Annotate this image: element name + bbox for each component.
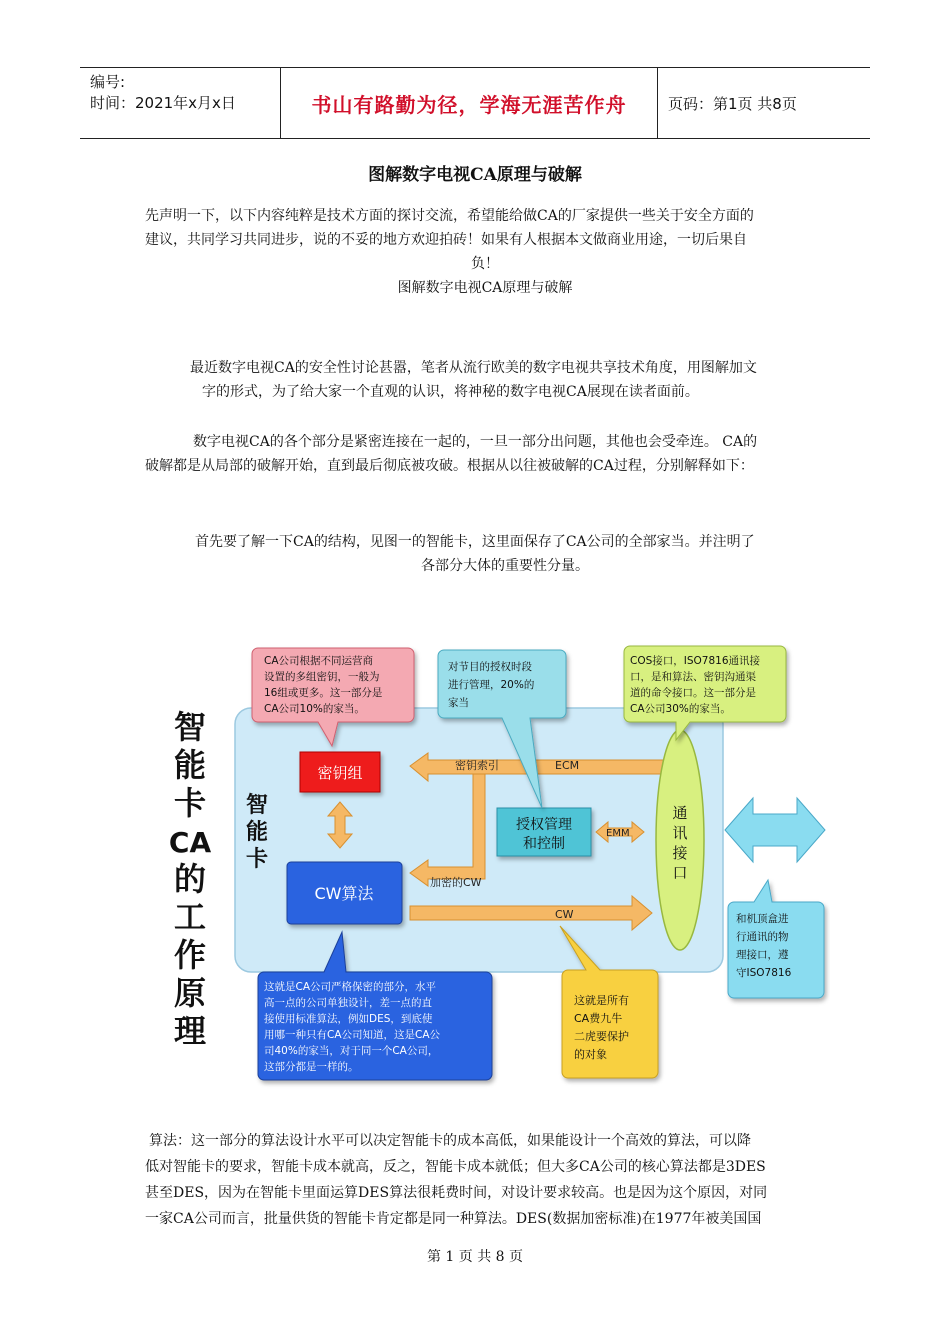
title-char: 能 bbox=[173, 746, 207, 784]
paragraph-line: 字的形式，为了给大家一个直观的认识，将神秘的数字电视CA展现在读者面前。 bbox=[202, 384, 699, 400]
svg-text:讯: 讯 bbox=[672, 824, 688, 842]
paragraph-line: 首先要了解一下CA的结构，见图一的智能卡，这里面保存了CA公司的全部家当。并注明了 bbox=[195, 534, 755, 550]
key-index-label: 密钥索引 bbox=[455, 759, 499, 772]
svg-text:能: 能 bbox=[245, 820, 269, 845]
header-left-cell bbox=[80, 68, 280, 138]
svg-text:接使用标准算法，例如DES，到底使: 接使用标准算法，例如DES，到底使 bbox=[264, 1013, 433, 1025]
header-table bbox=[80, 67, 870, 139]
title-char: 的 bbox=[173, 860, 207, 898]
svg-text:CA公司10%的家当。: CA公司10%的家当。 bbox=[264, 703, 365, 715]
cw-label: CW bbox=[555, 908, 574, 921]
paragraph-line: 数字电视CA的各个部分是紧密连接在一起的，一旦一部分出问题，其他也会受牵连。 CA的 bbox=[193, 434, 758, 450]
paragraph-3 bbox=[195, 530, 815, 578]
svg-text:这部分都是一样的。: 这部分都是一样的。 bbox=[264, 1061, 359, 1073]
svg-text:高一点的公司单独设计，差一点的直: 高一点的公司单独设计，差一点的直 bbox=[264, 997, 432, 1009]
paragraph-line: 算法：这一部分的算法设计水平可以决定智能卡的成本高低，如果能设计一个高效的算法，可以降 bbox=[149, 1133, 751, 1149]
svg-text:行通讯的物: 行通讯的物 bbox=[736, 931, 789, 943]
intro-line: 先声明一下，以下内容纯粹是技术方面的探讨交流，希望能给做CA的厂家提供一些关于安全方面的 bbox=[145, 208, 754, 224]
intro-line: 建议，共同学习共同进步，说的不妥的地方欢迎拍砖！如果有人根据本文做商业用途，一切后果自 bbox=[145, 232, 747, 248]
svg-text:设置的多组密钥，一般为: 设置的多组密钥，一般为 bbox=[264, 671, 380, 683]
number-label: 编号: bbox=[90, 73, 126, 91]
svg-text:进行管理，20%的: 进行管理，20%的 bbox=[448, 679, 535, 691]
svg-text:理接口，遵: 理接口，遵 bbox=[736, 949, 789, 961]
encrypted-cw-label: 加密的CW bbox=[430, 876, 482, 889]
svg-text:这就是所有: 这就是所有 bbox=[574, 994, 629, 1007]
title-char: 作 bbox=[173, 936, 207, 974]
svg-text:对节目的授权时段: 对节目的授权时段 bbox=[448, 661, 532, 673]
smartcard-ca-diagram bbox=[160, 640, 830, 1090]
auth-label: 和控制 bbox=[523, 836, 565, 852]
motto: 书山有路勤为径，学海无涯苦作舟 bbox=[280, 68, 658, 138]
svg-text:家当: 家当 bbox=[448, 697, 469, 709]
paragraph-line: 破解都是从局部的破解开始，直到最后彻底被攻破。根据从以往被破解的CA过程，分别解释如下： bbox=[145, 458, 754, 474]
svg-text:CA公司根据不同运营商: CA公司根据不同运营商 bbox=[264, 655, 374, 667]
svg-text:通: 通 bbox=[672, 804, 688, 822]
physical-interface-arrow bbox=[725, 798, 825, 862]
svg-text:道的命令接口。这一部分是: 道的命令接口。这一部分是 bbox=[630, 687, 756, 699]
svg-text:的对象: 的对象 bbox=[574, 1048, 607, 1061]
paragraph-line: 低对智能卡的要求，智能卡成本就高，反之，智能卡成本就低；但大多CA公司的核心算法都是3DES bbox=[145, 1159, 766, 1175]
page-title: 图解数字电视CA原理与破解 bbox=[368, 165, 582, 185]
paragraph-line: 甚至DES，因为在智能卡里面运算DES算法很耗费时间，对设计要求较高。也是因为这个原因，对同 bbox=[145, 1185, 768, 1201]
card-label bbox=[246, 792, 268, 872]
svg-text:CA公司30%的家当。: CA公司30%的家当。 bbox=[630, 703, 731, 715]
svg-text:和机顶盒进: 和机顶盒进 bbox=[736, 913, 789, 925]
paragraph-2 bbox=[145, 430, 825, 478]
key-group-label: 密钥组 bbox=[317, 764, 363, 782]
title-char: 理 bbox=[173, 1012, 207, 1050]
svg-text:卡: 卡 bbox=[245, 847, 269, 872]
cw-algo-label: CW算法 bbox=[314, 884, 374, 903]
svg-text:16组或更多。这一部分是: 16组或更多。这一部分是 bbox=[264, 687, 383, 699]
title-char: CA bbox=[168, 826, 212, 859]
svg-text:智: 智 bbox=[245, 793, 269, 818]
svg-text:CA费九牛: CA费九牛 bbox=[574, 1012, 623, 1025]
ecm-label: ECM bbox=[555, 759, 580, 772]
title-char: 工 bbox=[173, 898, 207, 936]
title-char: 原 bbox=[173, 974, 207, 1012]
svg-text:用哪一种只有CA公司知道，这是CA公: 用哪一种只有CA公司知道，这是CA公 bbox=[264, 1029, 441, 1041]
intro-subtitle: 图解数字电视CA原理与破解 bbox=[397, 280, 573, 296]
intro-paragraph bbox=[145, 204, 825, 300]
svg-text:二虎要保护: 二虎要保护 bbox=[574, 1030, 629, 1043]
time-label: 时间：2021年x月x日 bbox=[90, 94, 236, 112]
emm-label: EMM bbox=[606, 828, 630, 839]
svg-text:司40%的家当，对于同一个CA公司，: 司40%的家当，对于同一个CA公司， bbox=[264, 1045, 439, 1057]
svg-text:接: 接 bbox=[672, 844, 688, 862]
paragraph-line: 一家CA公司而言，批量供货的智能卡肯定都是同一种算法。DES(数据加密标准)在1977年被美国国 bbox=[145, 1211, 762, 1227]
svg-text:这就是CA公司严格保密的部分，水平: 这就是CA公司严格保密的部分，水平 bbox=[264, 981, 437, 993]
paragraph-line: 最近数字电视CA的安全性讨论甚嚣，笔者从流行欧美的数字电视共享技术角度，用图解加文 bbox=[190, 360, 757, 376]
svg-text:COS接口，ISO7816通讯接: COS接口，ISO7816通讯接 bbox=[630, 655, 761, 667]
paragraph-4 bbox=[145, 1128, 825, 1232]
svg-text:口: 口 bbox=[672, 864, 688, 882]
title-char: 智 bbox=[173, 708, 207, 746]
intro-line: 负！ bbox=[471, 256, 499, 272]
paragraph-line: 各部分大体的重要性分量。 bbox=[421, 558, 589, 574]
auth-label: 授权管理 bbox=[516, 817, 572, 833]
title-char: 卡 bbox=[173, 784, 207, 822]
vertical-title bbox=[169, 708, 212, 1050]
page-label: 页码：第1页 共8页 bbox=[668, 94, 797, 113]
page-footer: 第 1 页 共 8 页 bbox=[426, 1249, 524, 1265]
svg-text:口，是和算法、密钥沟通渠: 口，是和算法、密钥沟通渠 bbox=[630, 671, 756, 683]
svg-text:守ISO7816: 守ISO7816 bbox=[736, 967, 792, 979]
paragraph-1 bbox=[190, 356, 820, 404]
